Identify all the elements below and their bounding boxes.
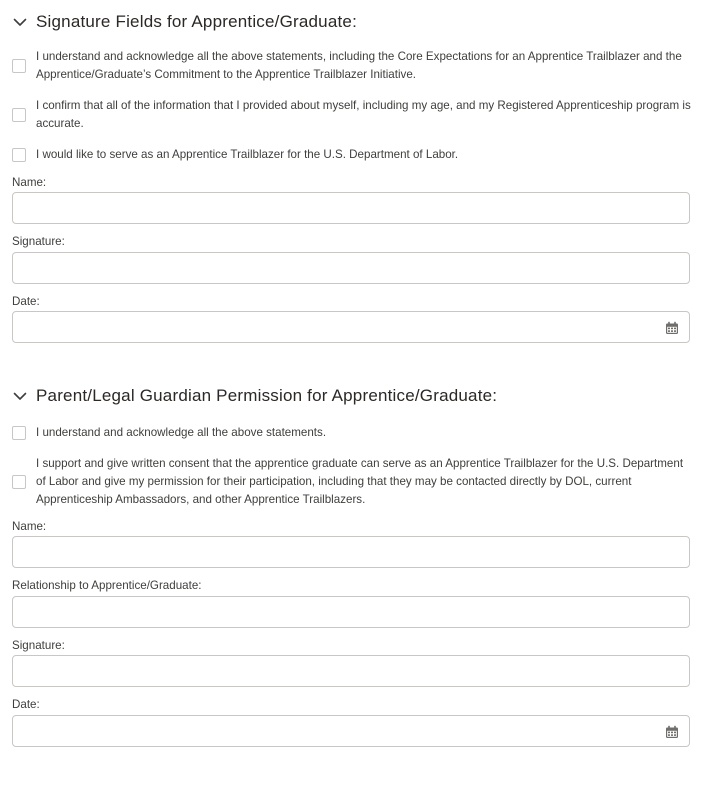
checkbox-label: I understand and acknowledge all the above statements. xyxy=(36,426,327,439)
checkbox-row-guardian-acknowledge xyxy=(12,424,692,442)
calendar-icon[interactable] xyxy=(665,321,679,335)
checkbox-row-guardian-consent xyxy=(12,455,692,509)
date-label: Date: xyxy=(12,295,40,308)
checkbox-label: I would like to serve as an Apprentice Trailblazer for the U.S. Department of Labor. xyxy=(36,148,459,161)
checkbox-label: I understand and acknowledge all the above statements, including the Core Expectations for an Apprentice Trailblazer and the Apprentice/Graduate’s Commitment to the Apprentice Trailblazer Initiative. xyxy=(36,50,682,81)
checkbox-label: I confirm that all of the information that I provided about myself, including my age, and my Registered Apprenticeship program is accurate. xyxy=(36,99,691,130)
section-title: Parent/Legal Guardian Permission for Apprentice/Graduate: xyxy=(36,386,498,405)
checkbox-row-confirm-info xyxy=(12,97,692,133)
apprentice-signature-input[interactable] xyxy=(12,252,690,284)
guardian-date-input[interactable] xyxy=(12,715,690,747)
section-title: Signature Fields for Apprentice/Graduate: xyxy=(36,12,357,31)
section-toggle-apprentice-signature[interactable] xyxy=(12,10,357,34)
section-toggle-guardian-permission[interactable] xyxy=(12,384,497,408)
guardian-signature-input[interactable] xyxy=(12,655,690,687)
relationship-input[interactable] xyxy=(12,596,690,628)
signature-label: Signature: xyxy=(12,235,65,248)
calendar-icon[interactable] xyxy=(665,725,679,739)
acknowledge-checkbox[interactable] xyxy=(12,59,26,73)
apprentice-name-input[interactable] xyxy=(12,192,690,224)
checkbox-label: I support and give written consent that the apprentice graduate can serve as an Apprentice Trailblazer for the U.S. Department of Labor and give my permission for their participation, including that they may be contacted directly by DOL, current Apprenticeship Ambassadors, and other Apprentice Trailblazers. xyxy=(36,457,684,506)
apprentice-date-input[interactable] xyxy=(12,311,690,343)
checkbox-row-acknowledge xyxy=(12,48,692,84)
signature-label: Signature: xyxy=(12,639,65,652)
chevron-down-icon xyxy=(12,388,28,404)
chevron-down-icon xyxy=(12,14,28,30)
guardian-name-input[interactable] xyxy=(12,536,690,568)
name-label: Name: xyxy=(12,520,47,533)
date-label: Date: xyxy=(12,698,40,711)
serve-trailblazer-checkbox[interactable] xyxy=(12,148,26,162)
name-label: Name: xyxy=(12,176,47,189)
guardian-acknowledge-checkbox[interactable] xyxy=(12,426,26,440)
confirm-info-checkbox[interactable] xyxy=(12,108,26,122)
checkbox-row-serve-trailblazer xyxy=(12,146,692,164)
relationship-label: Relationship to Apprentice/Graduate: xyxy=(12,579,202,592)
guardian-consent-checkbox[interactable] xyxy=(12,475,26,489)
